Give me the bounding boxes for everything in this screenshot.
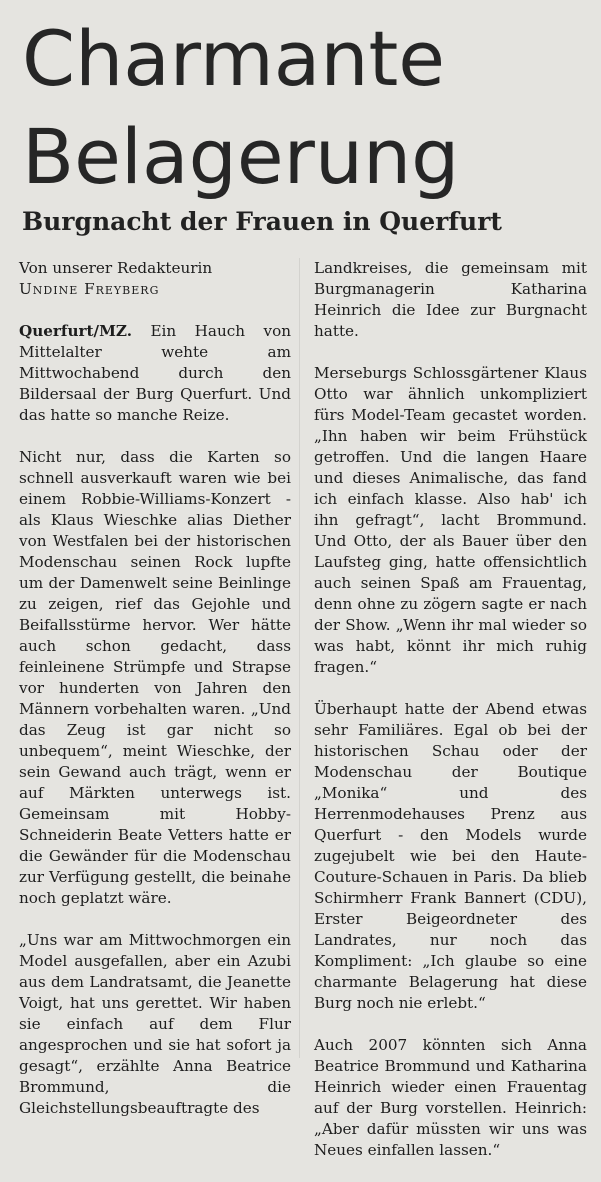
headline-line-2: Belagerung xyxy=(22,112,460,201)
article-column-right xyxy=(314,258,587,1182)
paragraph-4: Landkreises, die gemeinsam mit Burgmanagerin Katharina Heinrich die Idee zur Burgnacht hatte. xyxy=(314,259,587,340)
column-divider xyxy=(299,258,300,1058)
headline-line-1: Charmante xyxy=(22,14,446,103)
paragraph-6: Überhaupt hatte der Abend etwas sehr Familiäres. Egal ob bei der historischen Schau oder der Modenschau der Boutique „Monika“ und des Herrenmodehauses Prenz aus Querfurt - den Models wurde zugejubelt wie bei den Haute-Couture-Schauen in Paris. Da blieb Schirmherr Frank Bannert (CDU), Erster Beigeordneter des Landrates, nur noch das Kompliment: „Ich glaube so eine charmante Belagerung hat diese Burg noch nie erlebt.“ xyxy=(314,700,587,1012)
dateline: Querfurt/MZ. xyxy=(19,322,132,340)
lead-text: Ein Hauch von Mittelalter wehte am Mittwochabend durch den Bildersaal der Burg Querfurt. Und das hatte so manche Reize. xyxy=(19,322,291,424)
paragraph-7: Auch 2007 könnten sich Anna Beatrice Brommund und Katharina Heinrich wieder einen Frauentag auf der Burg vorstellen. Heinrich: „Aber dafür müssten wir uns was Neues einfallen lassen.“ xyxy=(314,1036,587,1159)
byline-intro: Von unserer Redakteurin xyxy=(19,259,213,277)
subheadline: Burgnacht der Frauen in Querfurt xyxy=(22,207,502,236)
headline xyxy=(22,10,459,206)
paragraph-3: „Uns war am Mittwochmorgen ein Model ausgefallen, aber ein Azubi aus dem Landratsamt, die Jeanette Voigt, hat uns gerettet. Wir haben sie einfach auf dem Flur angesprochen und sie hat sofort ja gesagt“, erzählte Anna Beatrice Brommund, die Gleichstellungsbeauftragte des xyxy=(19,931,291,1117)
byline-author: Undine Freyberg xyxy=(19,280,160,298)
article-column-left xyxy=(19,258,291,1140)
lead-paragraph xyxy=(19,321,291,426)
paragraph-5: Merseburgs Schlossgärtener Klaus Otto war ähnlich unkompliziert fürs Model-Team gecastet worden. „Ihn haben wir beim Frühstück getroffen. Und die langen Haare und dieses Animalische, das fand ich einfach klasse. Also hab' ich ihn gefragt“, lacht Brommund. Und Otto, der als Bauer über den Laufsteg ging, hatte offensichtlich auch seinen Spaß am Frauentag, denn ohne zu zögern sagte er nach der Show. „Wenn ihr mal wieder so was habt, könnt ihr mich ruhig fragen.“ xyxy=(314,364,587,676)
spacer xyxy=(19,300,291,321)
paragraph-2: Nicht nur, dass die Karten so schnell ausverkauft waren wie bei einem Robbie-Williams-Konzert - als Klaus Wieschke alias Diether von Westfalen bei der historischen Modenschau seinen Rock lupfte um der Damenwelt seine Beinlinge zu zeigen, rief das Gejohle und Beifallsstürme hervor. Wer hätte auch schon gedacht, dass feinleinene Strümpfe und Strapse vor hunderten von Jahren den Männern vorbehalten waren. „Und das Zeug ist gar nicht so unbequem“, meint Wieschke, der sein Gewand auch trägt, wenn er auf Märkten unterwegs ist. Gemeinsam mit Hobby-Schneiderin Beate Vetters hatte er die Gewänder für die Modenschau zur Verfügung gestellt, die beinahe noch geplatzt wäre. xyxy=(19,448,291,907)
